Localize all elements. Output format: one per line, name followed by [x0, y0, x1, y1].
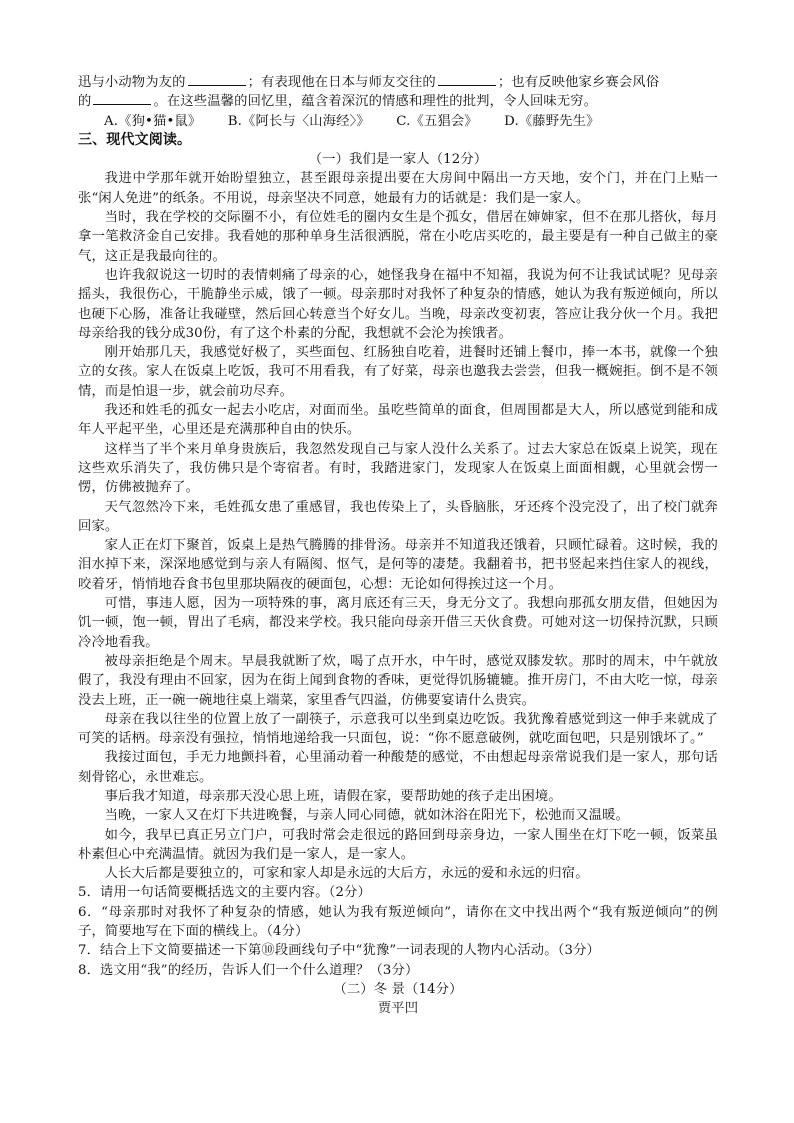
- choice-options: [78, 112, 718, 131]
- article-2-title: （二）冬 景（14分）: [333, 981, 463, 997]
- article-paragraph: 家人正在灯下聚首，饭桌上是热气腾腾的排骨汤。母亲并不知道我还饿着，只顾忙碌着。这时候，我的泪水掉下来，深深地感觉到与亲人有隔阂、怄气，是何等的凄楚。我翻着书，把书竖起来挡住家人的视线，咬着牙，悄悄地吞食书包里那块隔夜的硬面包，心想：无论如何得挨过这一个月。: [78, 538, 718, 592]
- section-heading: 三、现代文阅读。: [78, 131, 192, 148]
- article-paragraph: 也许我叙说这一切时的表情刺痛了母亲的心，她怪我身在福中不知福，我说为何不让我试试呢？见母亲摇头，我很伤心，干脆静坐示威，饿了一顿。母亲那时对我怀了种复杂的情感，她认为我有叛逆倾向，所以也硬下心肠，准备让我碰壁，然后回心转意当个好女儿。当晚，母亲改变初衷，答应让我分伙一个月。我把母亲给我的钱分成30份，有了这个朴素的分配，我想就不会沦为挨饿者。: [78, 267, 718, 341]
- article-paragraph: 如今，我早已真正另立门户，可我时常会走很远的路回到母亲身边，一家人围坐在灯下吃一顿，饭菜虽朴素但心中充满温情。就因为我们是一家人，是一家人。: [78, 827, 718, 862]
- article-title: （一）我们是一家人（12分）: [308, 152, 488, 168]
- article-paragraph: 被母亲拒绝是个周末。早晨我就断了炊，喝了点开水，中午时，感觉双膝发软。那时的周末，中午就放假了，我没有理由不回家，因为在街上闻到食物的香味，更觉得饥肠辘辘。推开房门，不由大吃一惊，母亲没去上班，正一碗一碗地往桌上端菜，家里香气四溢，仿佛要宴请什么贵宾。: [78, 653, 718, 708]
- article-paragraph: 人长大后都是要独立的，可家和家人却是永远的大后方，永远的爱和永远的归宿。: [104, 866, 589, 882]
- intro-line-1: [78, 73, 718, 92]
- article-paragraph: 母亲在我以往坐的位置上放了一副筷子，示意我可以坐到桌边吃饭。我犹豫着感觉到这一伸手来就成了可笑的话柄。母亲没有强拉，悄悄地递给我一只面包，说：“你不愿意破例，就吃面包吧，只是别饿坏了。”: [78, 711, 718, 747]
- article-paragraph: 我接过面包，手无力地颤抖着，心里涌动着一种酸楚的感觉，不由想起母亲常说我们是一家人，那句话刻骨铭心，永世难忘。: [78, 750, 718, 785]
- intro-text: 的: [78, 94, 92, 110]
- article-paragraph: 可惜，事违人愿，因为一项特殊的事，离月底还有三天，身无分文了。我想向那孤女朋友借，但她因为饥一顿，饱一顿，胃出了毛病，都没来学校。我只能向母亲开借三天伙食费。可她对这一切保持沉默，只顾冷冷地看我。: [78, 596, 718, 650]
- intro-line-2: [78, 92, 718, 111]
- article-paragraph: 当晚，一家人又在灯下共进晚餐，与亲人同心同德，就如沐浴在阳光下，松弛而又温暖。: [104, 808, 630, 824]
- option-a: A.《狗•猫•鼠》: [104, 113, 202, 129]
- article-paragraph: 事后我才知道，母亲那天没心思上班，请假在家，要帮助她的孩子走出困境。: [104, 788, 562, 804]
- intro-text: 。在这些温馨的回忆里，蕴含着深沉的情感和理性的批判，令人回味无穷。: [153, 94, 598, 110]
- option-d: D.《藤野先生》: [504, 113, 600, 129]
- option-c: C.《五猖会》: [396, 113, 478, 129]
- answer-blank: [188, 73, 246, 86]
- intro-text: ；有表现他在日本与师友交往的: [247, 75, 436, 90]
- article-2-author: 贾平凹: [377, 1001, 419, 1017]
- question-5: 5．请用一句话简要概括选文的主要内容。（2分）: [78, 885, 371, 901]
- document-content: [78, 73, 718, 1019]
- option-b: B.《阿长与〈山海经〉》: [227, 113, 370, 129]
- question-7: 7．结合上下文简要描述一下第⑩段画线句子中“犹豫”一词表现的人物内心活动。（3分）: [78, 943, 600, 959]
- article-paragraph: 刚开始那几天，我感觉好极了，买些面包、红肠独自吃着，进餐时还铺上餐巾，捧一本书，就像一个独立的女孩。家人在饭桌上吃饭，我可不用看我，有了好菜，母亲也邀我去尝尝，但我一概婉拒。倒不是不领情，而是怕退一步，就会前功尽弃。: [78, 345, 718, 399]
- intro-text: ；也有反映他家乡赛会风俗: [497, 75, 660, 90]
- article-paragraph: 当时，我在学校的交际圈不小，有位姓毛的圈内女生是个孤女，借居在婶婶家，但不在那儿搭伙，每月拿一笔救济金自己安排。我看她的那种单身生活很洒脱，常在小吃店买吃的，最主要是有一种自己做主的豪气，这正是我最向往的。: [78, 210, 718, 264]
- article-paragraph: 我进中学那年就开始盼望独立，甚至跟母亲提出要在大房间中隔出一方天地，安个门，并在门上贴一张“闲人免进”的纸条。不用说，母亲坚决不同意，她最有力的话就是：我们是一家人。: [78, 171, 718, 206]
- article-paragraph: 这样当了半个来月单身贵族后，我忽然发现自己与家人没什么关系了。过去大家总在饭桌上说笑，现在这些欢乐消失了，我仿佛只是个寄宿者。有时，我踏进家门，发现家人在饭桌上面面相觑，心里就会愣一愣，仿佛被抛弃了。: [78, 441, 718, 496]
- question-8: 8．选文用“我”的经历，告诉人们一个什么道理？（3分）: [78, 962, 419, 978]
- answer-blank: [438, 73, 496, 86]
- answer-blank: [93, 92, 151, 105]
- article-paragraph: 我还和姓毛的孤女一起去小吃店，对面而坐。虽吃些简单的面食，但周围都是大人，所以感觉到能和成年人平起平坐，心里还是充满那种自由的快乐。: [78, 403, 718, 438]
- question-6: 6．“母亲那时对我怀了种复杂的情感，她认为我有叛逆倾向”，请你在文中找出两个“我有叛逆倾向”的例子，简要地写在下面的横线上。（4分）: [78, 904, 718, 940]
- intro-text: 迅与小动物为友的: [78, 75, 186, 90]
- article-paragraph: 天气忽然冷下来，毛姓孤女患了重感冒，我也传染上了，头昏脑胀，牙还疼个没完没了，出了校门就奔回家。: [78, 499, 718, 534]
